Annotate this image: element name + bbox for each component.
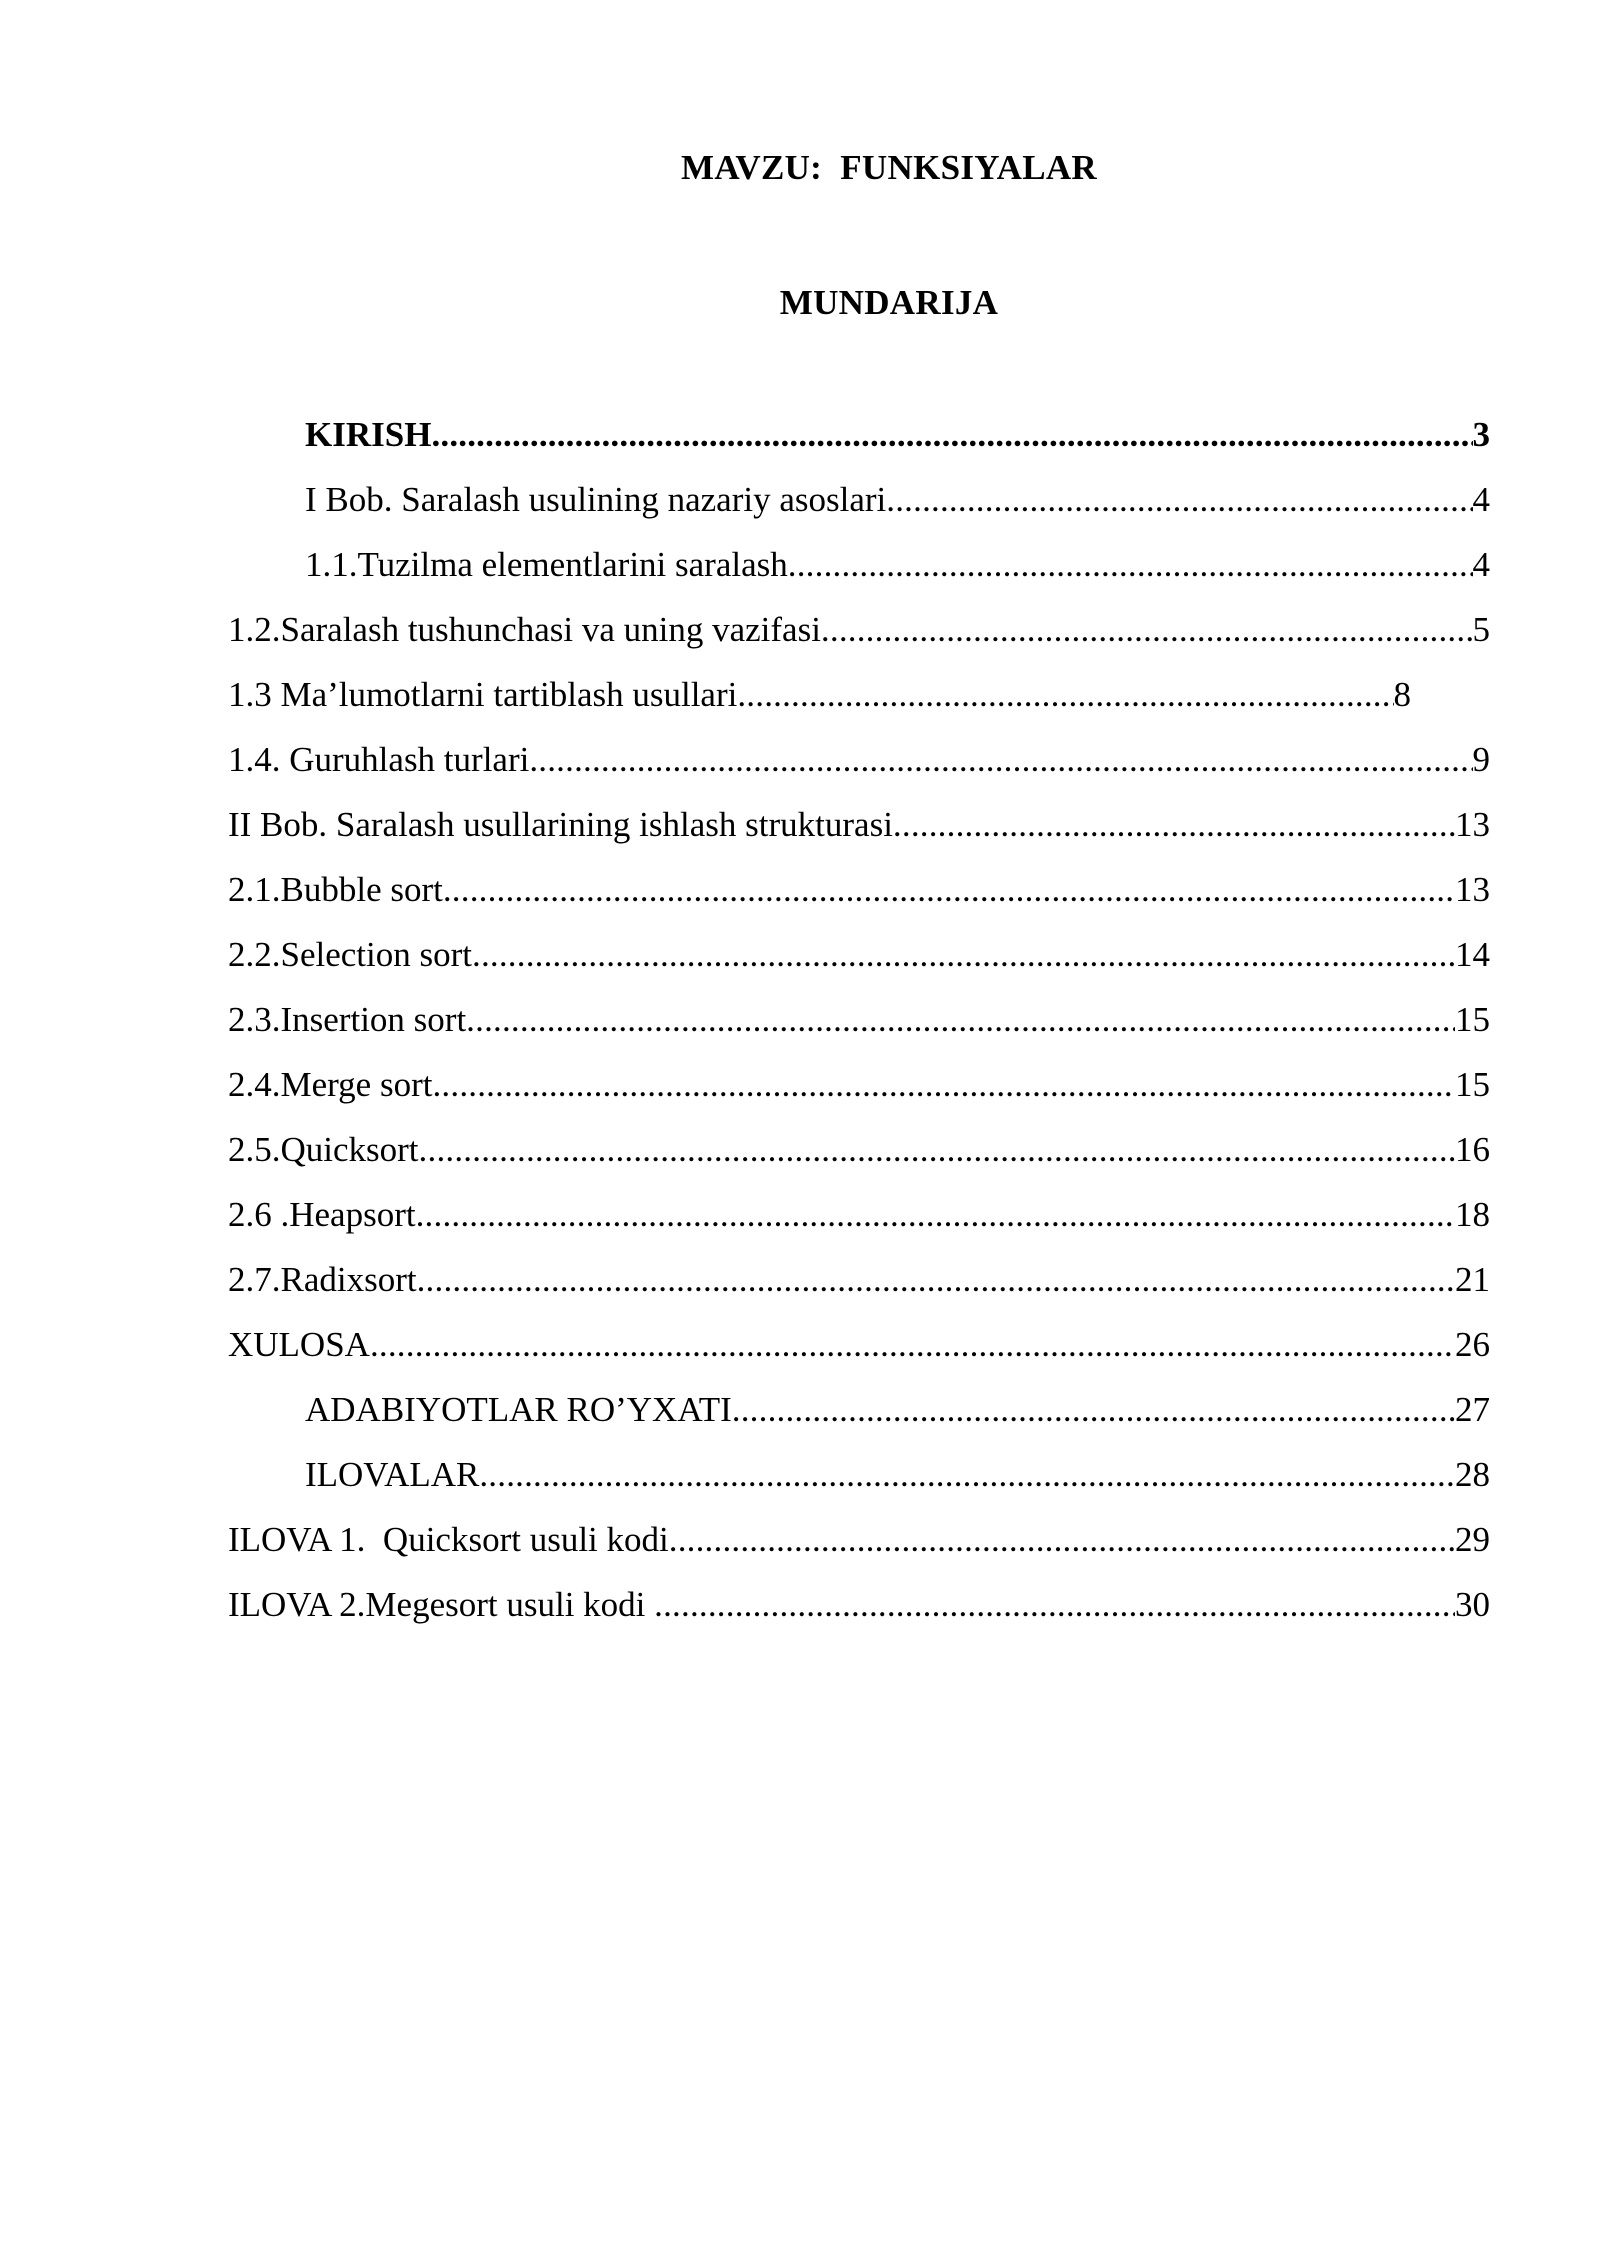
toc-entry-label: 2.3.Insertion sort bbox=[228, 1000, 467, 1039]
dot-leader bbox=[788, 543, 1473, 587]
toc-entry-label: 1.2.Saralash tushunchasi va uning vazifasi bbox=[228, 610, 821, 649]
dot-leader bbox=[669, 1518, 1455, 1562]
toc-entry-label: XULOSA bbox=[228, 1325, 370, 1364]
toc-entry-page: 18 bbox=[1455, 1195, 1490, 1234]
toc-entry-2-2 bbox=[228, 933, 1490, 998]
toc-entry-label: 2.1.Bubble sort bbox=[228, 870, 443, 909]
toc-entry-page: 28 bbox=[1455, 1455, 1490, 1494]
toc-entry-page: 3 bbox=[1472, 415, 1490, 454]
dot-leader bbox=[443, 868, 1455, 912]
dot-leader bbox=[886, 478, 1472, 522]
toc-entry-chapter-1 bbox=[228, 478, 1490, 543]
toc-entry-1-2 bbox=[228, 608, 1490, 673]
toc-entry-label: 2.5.Quicksort bbox=[228, 1130, 419, 1169]
toc-entry-page: 8 bbox=[1393, 675, 1411, 714]
toc-entry-label: KIRISH bbox=[305, 415, 432, 454]
toc-entry-ilovalar bbox=[228, 1453, 1490, 1518]
toc-entry-page: 15 bbox=[1455, 1000, 1490, 1039]
dot-leader bbox=[472, 933, 1455, 977]
toc-entry-page: 15 bbox=[1455, 1065, 1490, 1104]
dot-leader bbox=[466, 998, 1455, 1042]
toc-entry-2-6 bbox=[228, 1193, 1490, 1258]
document-title: MAVZU: FUNKSIYALAR bbox=[680, 148, 1098, 187]
toc-entry-adabiyotlar bbox=[228, 1388, 1490, 1453]
toc-entry-label: 1.4. Guruhlash turlari bbox=[228, 740, 530, 779]
toc-entry-page: 4 bbox=[1472, 545, 1490, 584]
toc-entry-label: 2.4.Merge sort bbox=[228, 1065, 433, 1104]
toc-entry-label: I Bob. Saralash usulining nazariy asoslari bbox=[305, 480, 887, 519]
dot-leader bbox=[416, 1193, 1455, 1237]
toc-entry-label: ILOVA 2.Megesort usuli kodi bbox=[228, 1585, 655, 1624]
toc-entry-page: 21 bbox=[1455, 1260, 1490, 1299]
toc-entry-page: 13 bbox=[1455, 870, 1490, 909]
toc-entry-1-4 bbox=[228, 738, 1490, 803]
toc-entry-kirish bbox=[228, 413, 1490, 478]
toc-entry-page: 5 bbox=[1472, 610, 1490, 649]
toc-entry-page: 16 bbox=[1455, 1130, 1490, 1169]
toc-entry-page: 26 bbox=[1455, 1325, 1490, 1364]
toc-entry-page: 4 bbox=[1472, 480, 1490, 519]
toc-entry-ilova-1 bbox=[228, 1518, 1490, 1583]
toc-entry-2-5 bbox=[228, 1128, 1490, 1193]
dot-leader bbox=[821, 608, 1473, 652]
toc-heading: MUNDARIJA bbox=[779, 283, 999, 322]
toc-entry-page: 30 bbox=[1455, 1585, 1490, 1624]
dot-leader bbox=[893, 803, 1455, 847]
toc-entry-page: 13 bbox=[1455, 805, 1490, 844]
toc-entry-label: 1.3 Ma’lumotlarni tartiblash usullari bbox=[228, 675, 738, 714]
toc-entry-label: ILOVALAR bbox=[305, 1455, 480, 1494]
toc-entry-2-1 bbox=[228, 868, 1490, 933]
toc-entry-label: II Bob. Saralash usullarining ishlash strukturasi bbox=[228, 805, 893, 844]
toc-entry-label: 2.7.Radixsort bbox=[228, 1260, 417, 1299]
toc-entry-1-3 bbox=[228, 673, 1411, 738]
dot-leader bbox=[432, 1063, 1455, 1107]
dot-leader bbox=[654, 1583, 1455, 1627]
dot-leader bbox=[419, 1128, 1455, 1172]
toc-entry-1-1 bbox=[228, 543, 1490, 608]
toc-entry-page: 27 bbox=[1455, 1390, 1490, 1429]
dot-leader bbox=[529, 738, 1472, 782]
toc-entry-2-7 bbox=[228, 1258, 1490, 1323]
dot-leader bbox=[737, 673, 1393, 717]
toc-entry-label: ADABIYOTLAR RO’YXATI bbox=[305, 1390, 732, 1429]
dot-leader bbox=[479, 1453, 1455, 1497]
toc-entry-page: 14 bbox=[1455, 935, 1490, 974]
toc-entry-page: 29 bbox=[1455, 1520, 1490, 1559]
toc-entry-label: 1.1.Tuzilma elementlarini saralash bbox=[305, 545, 788, 584]
dot-leader bbox=[732, 1388, 1455, 1432]
toc-entry-chapter-2 bbox=[228, 803, 1490, 868]
toc-entry-page: 9 bbox=[1472, 740, 1490, 779]
toc-entry-xulosa bbox=[228, 1323, 1490, 1388]
table-of-contents bbox=[228, 413, 1490, 1648]
toc-entry-2-3 bbox=[228, 998, 1490, 1063]
toc-entry-label: ILOVA 1. Quicksort usuli kodi bbox=[228, 1520, 669, 1559]
dot-leader bbox=[417, 1258, 1455, 1302]
toc-entry-label: 2.6 .Heapsort bbox=[228, 1195, 416, 1234]
dot-leader bbox=[431, 413, 1472, 457]
dot-leader bbox=[370, 1323, 1455, 1367]
toc-entry-ilova-2 bbox=[228, 1583, 1490, 1648]
toc-entry-2-4 bbox=[228, 1063, 1490, 1128]
toc-entry-label: 2.2.Selection sort bbox=[228, 935, 472, 974]
